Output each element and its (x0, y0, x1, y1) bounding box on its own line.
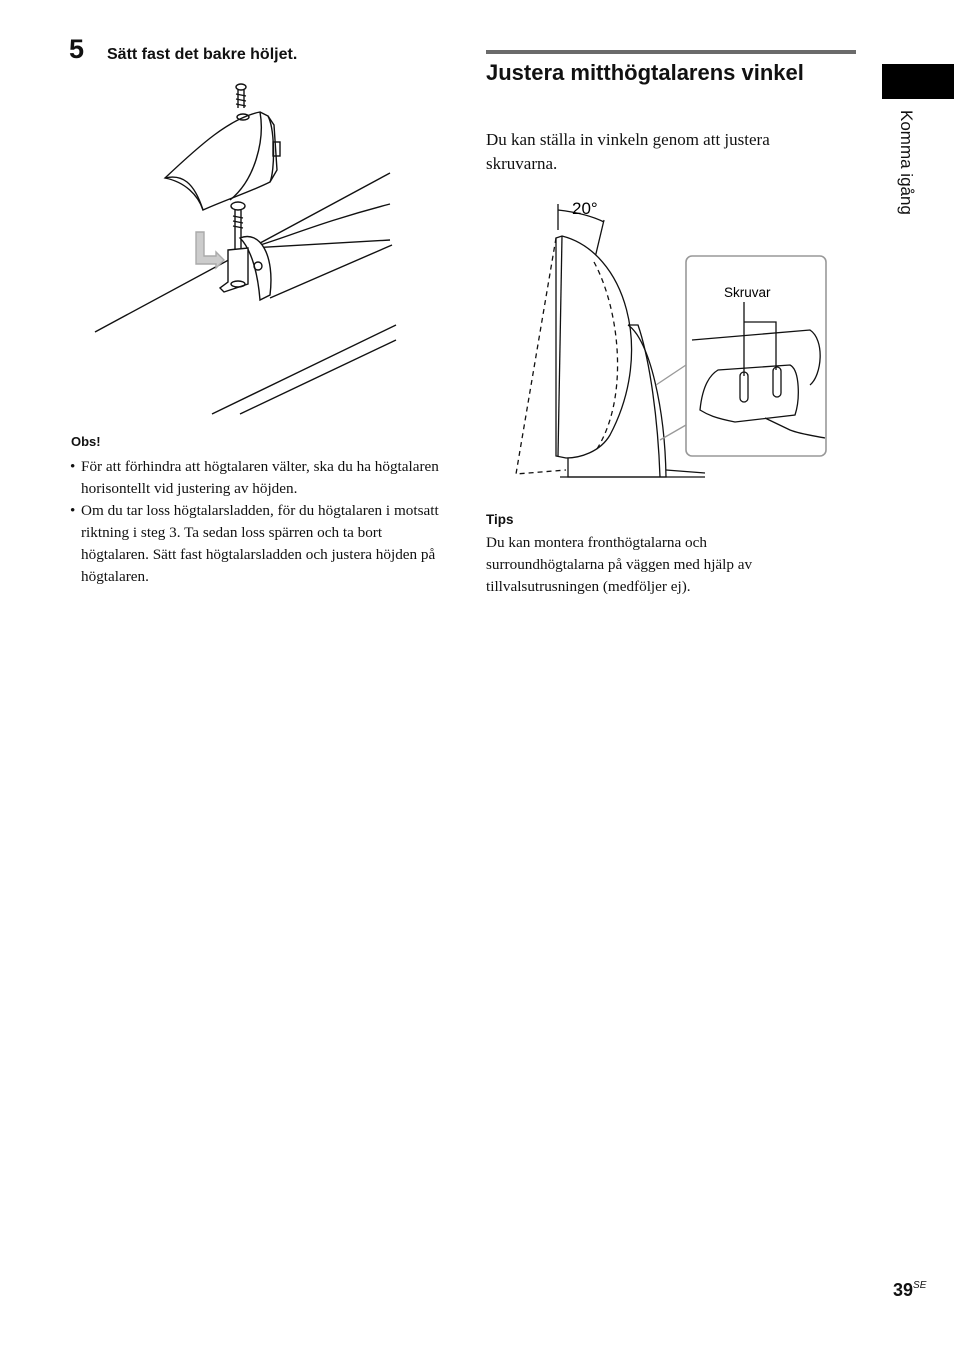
screws-label: Skruvar (724, 285, 771, 300)
angle-adjustment-illustration (500, 190, 840, 490)
tips-heading: Tips (486, 512, 514, 527)
section-tab-label: Komma igång (897, 110, 916, 215)
section-intro: Du kan ställa in vinkeln genom att justera skruvarna. (486, 130, 770, 173)
obs-item: • För att förhindra att högtalaren välter, ska du ha högtalaren horisontellt vid justering av höjden. (70, 458, 439, 497)
page-suffix: SE (913, 1280, 927, 1291)
obs-item: • Om du tar loss högtalarsladden, för du högtalaren i motsatt riktning i steg 3. Ta sedan loss spärren och ta bort högtalaren. Sätt fast högtalarsladden och justera höjden på högtalaren. (70, 502, 439, 585)
step-number: 5 (69, 34, 85, 64)
page-number: $39^{SE}$ (893, 1280, 927, 1300)
tips-text: Du kan montera fronthögtalarna och surroundhögtalarna på väggen med hjälp av tillvalsutrusningen (medföljer ej). (486, 534, 753, 595)
rear-cover-illustration (90, 70, 410, 420)
angle-label: 20° (572, 199, 598, 218)
obs-heading: Obs! (71, 434, 101, 449)
obs-list (70, 456, 442, 588)
section-title: Justera mitthögtalarens vinkel (486, 60, 804, 85)
step-title: Sätt fast det bakre höljet. (107, 46, 298, 63)
top-screw-icon (236, 84, 246, 108)
section-tab-marker (882, 64, 954, 99)
section-rule (486, 50, 856, 54)
